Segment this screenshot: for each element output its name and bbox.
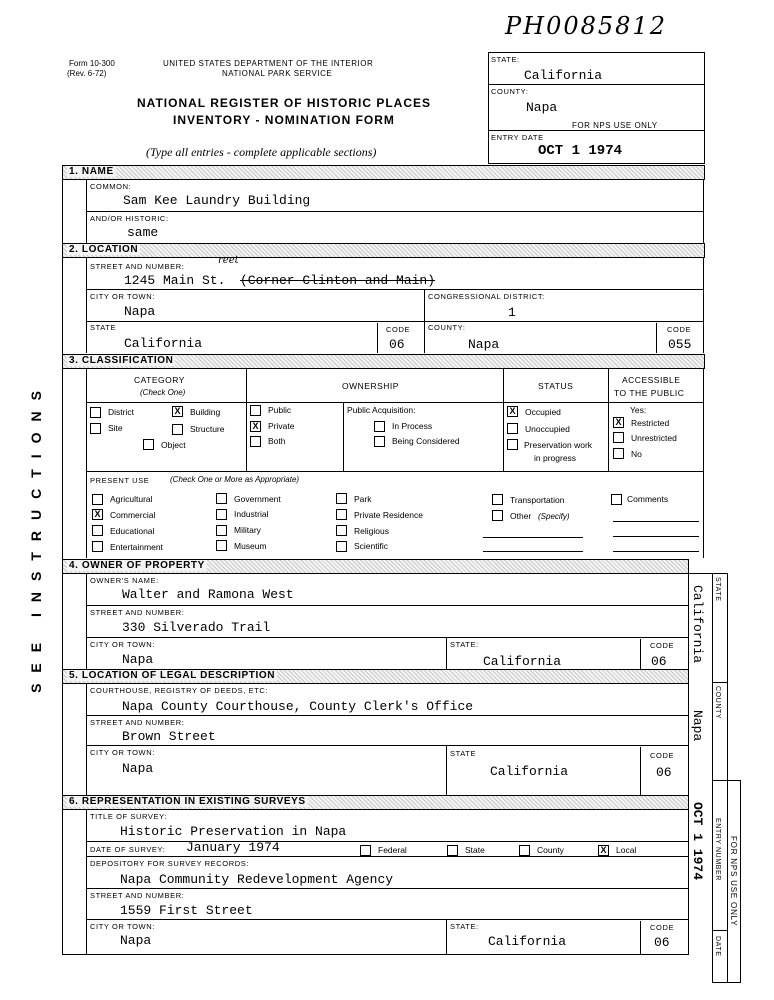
state-code: 06 [389,337,405,352]
use-scientific-check[interactable] [336,541,347,552]
use-commercial-label: Commercial [110,510,156,520]
owner-state: California [483,654,562,669]
section-5-header: 5. LOCATION OF LEGAL DESCRIPTION [62,669,689,684]
state-code-label: CODE [386,325,411,334]
dept-name: UNITED STATES DEPARTMENT OF THE INTERIOR [163,59,374,68]
public-acq-label: Public Acquisition: [347,405,416,415]
use-museum-label: Museum [234,541,267,551]
location-county-label: COUNTY: [428,323,466,332]
section-6-header: 6. REPRESENTATION IN EXISTING SURVEYS [62,795,689,810]
form-title-line2: INVENTORY - NOMINATION FORM [173,113,395,127]
legal-city-label: CITY OR TOWN: [90,748,155,757]
nps-state: California [524,68,603,83]
use-religious-check[interactable] [336,525,347,536]
side-entry-label: ENTRY NUMBER [714,818,721,881]
status-unoccupied-label: Unoccupied [525,424,570,434]
survey-city: Napa [120,933,152,948]
courthouse: Napa County Courthouse, County Clerk's Office [122,699,474,714]
use-educational-check[interactable] [92,525,103,536]
survey-state-label: STATE: [450,922,479,931]
status-occupied-check[interactable]: X [507,406,518,417]
location-street-insert: reet [218,255,239,266]
historic-label: AND/OR HISTORIC: [90,214,169,223]
use-industrial-check[interactable] [216,509,227,520]
common-name: Sam Kee Laundry Building [123,193,311,208]
side-entry-stamp: OCT 1 1974 [690,802,705,881]
category-object-label: Object [161,440,186,450]
category-site-check[interactable] [90,423,101,434]
location-street-label: STREET AND NUMBER: [90,262,185,271]
category-building-check[interactable]: X [172,406,183,417]
use-other-specify: (Specify) [538,512,570,521]
side-state-label: STATE [714,577,721,602]
owner-city-label: CITY OR TOWN: [90,640,155,649]
level-federal-label: Federal [378,845,407,855]
present-use-label: PRESENT USE [90,476,150,485]
legal-state: California [490,764,569,779]
owner-state-label: STATE: [450,640,479,649]
district-label: CONGRESSIONAL DISTRICT: [428,292,545,301]
use-other-check[interactable] [492,510,503,521]
use-other-label: Other [510,511,532,521]
entry-date-label: ENTRY DATE [491,133,544,142]
level-local-check[interactable]: X [598,845,609,856]
form-instructions: (Type all entries - complete applicable sections) [146,145,377,159]
see-instructions: SEE INSTRUCTIONS [28,380,44,693]
survey-title-label: TITLE OF SURVEY: [90,812,167,821]
use-museum-check[interactable] [216,540,227,551]
survey-street-label: STREET AND NUMBER: [90,891,185,900]
ownership-both-check[interactable] [250,436,261,447]
section-1-header: 1. NAME [62,165,705,180]
legal-code-label: CODE [650,751,675,760]
category-district-label: District [108,407,134,417]
owner-city: Napa [122,652,154,667]
entry-date-stamp: OCT 1 1974 [538,143,623,159]
legal-street: Brown Street [122,729,216,744]
section-2-header: 2. LOCATION [62,243,705,258]
depository-label: DEPOSITORY FOR SURVEY RECORDS: [90,859,250,868]
use-park-check[interactable] [336,493,347,504]
ownership-private-check[interactable]: X [250,421,261,432]
use-comments-label: Comments [627,494,669,504]
access-no-label: No [631,449,642,459]
location-city: Napa [124,304,156,319]
level-county-check[interactable] [519,845,530,856]
owner-code: 06 [651,654,667,669]
access-restricted-label: Restricted [631,418,670,428]
acq-being-considered-check[interactable] [374,436,385,447]
category-building-label: Building [190,407,221,417]
status-occupied-label: Occupied [525,407,561,417]
acq-in-process-label: In Process [392,421,433,431]
ownership-private-label: Private [268,421,295,431]
access-unrestricted-check[interactable] [613,432,624,443]
access-yes-label: Yes: [630,405,647,415]
location-street: 1245 Main St. [124,273,226,288]
nps-county: Napa [526,100,558,115]
survey-title: Historic Preservation in Napa [120,824,347,839]
ownership-public-label: Public [268,405,292,415]
district-value: 1 [508,305,516,320]
status-preservation-cont: in progress [534,453,577,463]
legal-city: Napa [122,761,154,776]
status-preservation-label: Preservation work [524,440,593,450]
use-scientific-label: Scientific [354,541,389,551]
service-name: NATIONAL PARK SERVICE [222,69,333,78]
access-restricted-check[interactable]: X [613,417,624,428]
survey-date: January 1974 [186,840,280,855]
side-county-label: COUNTY [714,686,721,720]
category-structure-check[interactable] [172,424,183,435]
level-state-label: State [465,845,485,855]
use-park-label: Park [354,494,372,504]
category-site-label: Site [108,423,123,433]
legal-code: 06 [656,765,672,780]
use-military-label: Military [234,525,261,535]
status-unoccupied-check[interactable] [507,423,518,434]
nps-use-only: FOR NPS USE ONLY [572,121,658,130]
ownership-public-check[interactable] [250,405,261,416]
handwritten-id: PH0085812 [505,12,667,40]
use-transportation-label: Transportation [510,495,565,505]
ownership-label: OWNERSHIP [342,381,399,391]
use-religious-label: Religious [354,526,389,536]
category-structure-label: Structure [190,424,225,434]
category-label: CATEGORY [134,375,185,385]
location-city-label: CITY OR TOWN: [90,292,155,301]
level-state-check[interactable] [447,845,458,856]
ownership-both-label: Both [268,436,286,446]
survey-code-label: CODE [650,923,675,932]
owner-street: 330 Silverado Trail [122,620,271,635]
access-no-check[interactable] [613,448,624,459]
use-government-check[interactable] [216,493,227,504]
nps-county-label: COUNTY: [491,87,529,96]
county-code: 055 [668,337,692,352]
use-private-residence-label: Private Residence [354,510,423,520]
owner-name: Walter and Ramona West [122,587,294,602]
use-commercial-check[interactable]: X [92,509,103,520]
location-county: Napa [468,337,500,352]
survey-street: 1559 First Street [120,903,253,918]
legal-street-label: STREET AND NUMBER: [90,718,185,727]
owner-street-label: STREET AND NUMBER: [90,608,185,617]
section-3-header: 3. CLASSIFICATION [62,354,705,369]
form-title-line1: NATIONAL REGISTER OF HISTORIC PLACES [137,96,432,110]
survey-date-label: DATE OF SURVEY: [90,845,166,854]
side-county: Napa [690,710,705,742]
side-nps-use: FOR NPS USE ONLY [729,836,738,927]
location-street-struck: (Corner Clinton and Main) [240,273,436,288]
use-agricultural-label: Agricultural [110,494,153,504]
acq-being-considered-label: Being Considered [392,436,460,446]
use-industrial-label: Industrial [234,509,269,519]
accessible-label2: TO THE PUBLIC [614,388,685,398]
historic-name: same [127,225,159,240]
use-educational-label: Educational [110,526,155,536]
side-date-label: DATE [714,936,721,957]
category-district-check[interactable] [90,407,101,418]
use-agricultural-check[interactable] [92,494,103,505]
accessible-label: ACCESSIBLE [622,375,681,385]
level-local-label: Local [616,845,637,855]
category-object-check[interactable] [143,439,154,450]
county-code-label: CODE [667,325,692,334]
use-entertainment-label: Entertainment [110,542,163,552]
survey-state: California [488,934,567,949]
level-county-label: County [537,845,564,855]
use-transportation-check[interactable] [492,494,503,505]
location-state-label: STATE [90,323,117,332]
depository: Napa Community Redevelopment Agency [120,872,394,887]
use-government-label: Government [234,494,281,504]
status-label: STATUS [538,381,574,391]
nps-state-label: STATE: [491,55,520,64]
survey-code: 06 [654,935,670,950]
level-federal-check[interactable] [360,845,371,856]
status-preservation-check[interactable] [507,439,518,450]
courthouse-label: COURTHOUSE, REGISTRY OF DEEDS, ETC: [90,686,269,695]
common-label: COMMON: [90,182,132,191]
form-number: Form 10-300 [69,59,115,68]
acq-in-process-check[interactable] [374,421,385,432]
use-private-residence-check[interactable] [336,509,347,520]
legal-state-label: STATE [450,749,477,758]
category-sub: (Check One) [140,388,186,397]
survey-city-label: CITY OR TOWN: [90,922,155,931]
section-4-header: 4. OWNER OF PROPERTY [62,559,689,574]
location-state: California [124,336,203,351]
owner-code-label: CODE [650,641,675,650]
present-use-sub: (Check One or More as Appropriate) [170,475,300,484]
form-rev: (Rev. 6-72) [67,69,107,78]
use-comments-check[interactable] [611,494,622,505]
use-entertainment-check[interactable] [92,541,103,552]
side-state: California [690,585,705,664]
access-unrestricted-label: Unrestricted [631,433,677,443]
use-military-check[interactable] [216,525,227,536]
owner-name-label: OWNER'S NAME: [90,576,159,585]
